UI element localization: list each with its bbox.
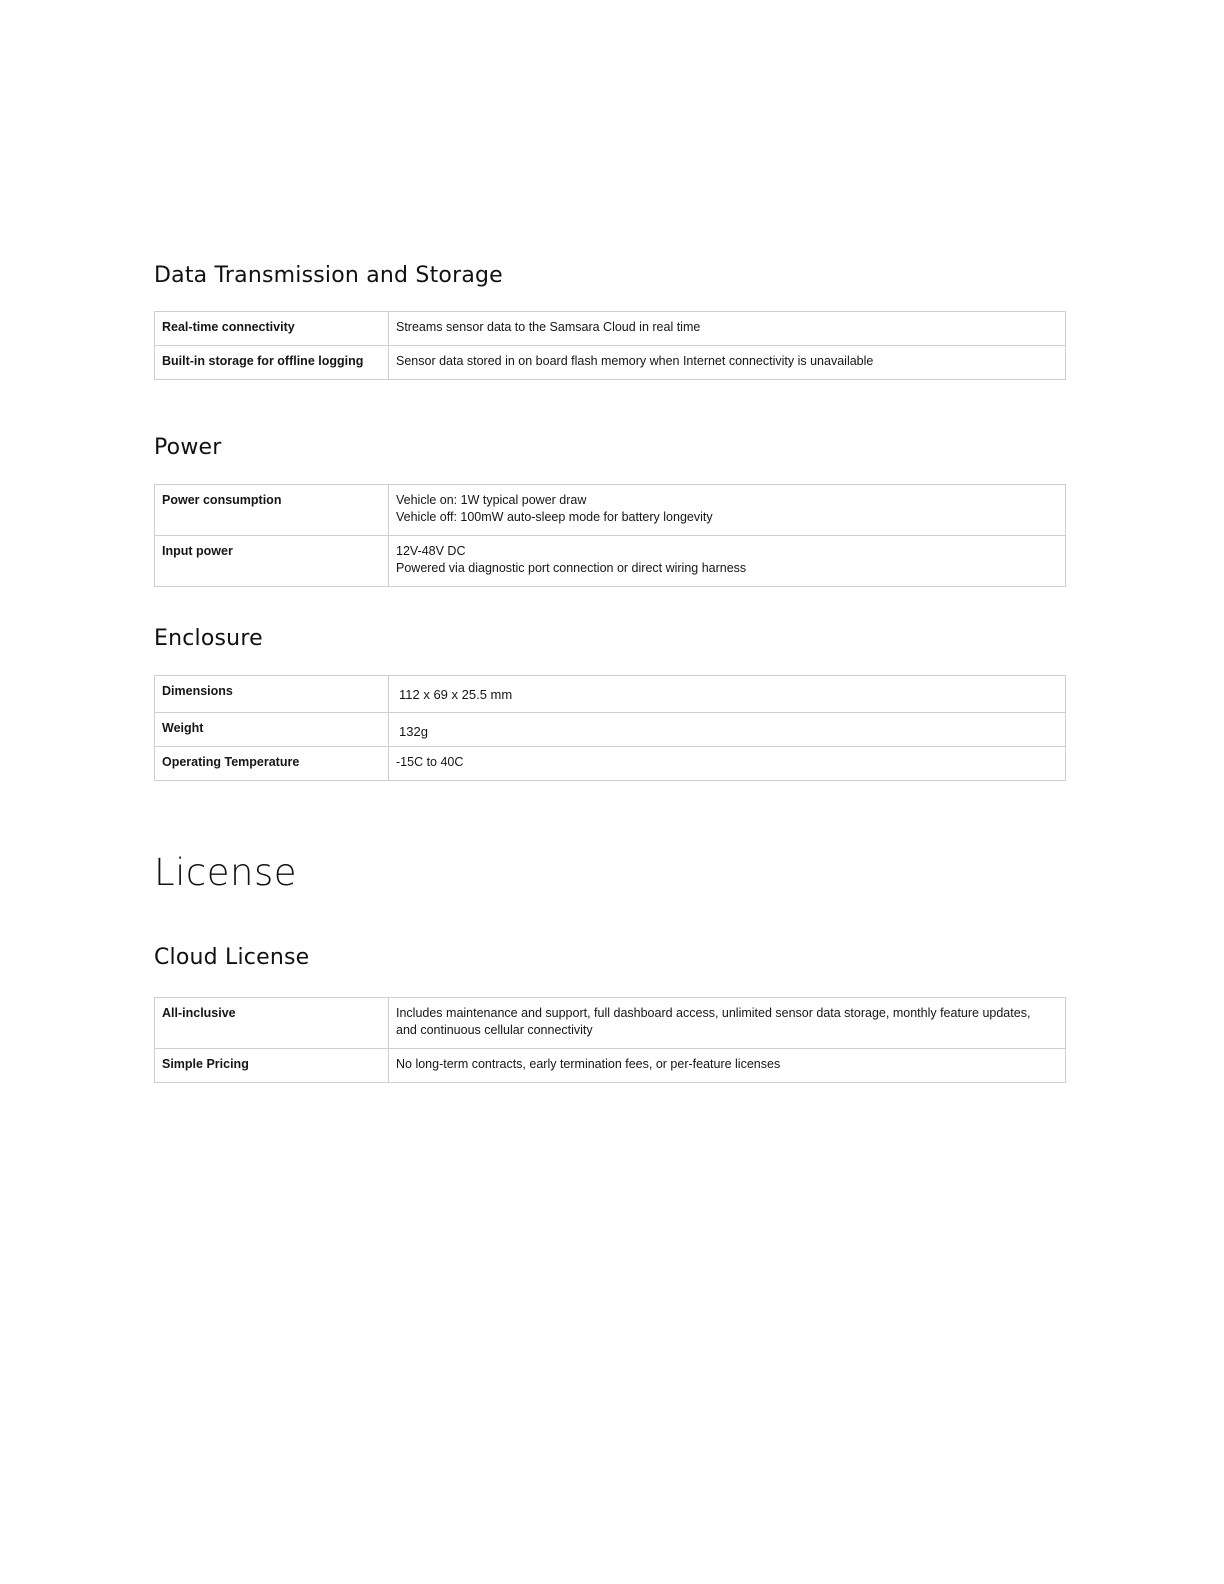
row-value-line: -15C to 40C <box>396 755 464 769</box>
table-row <box>155 312 1066 346</box>
row-value <box>389 676 1066 713</box>
row-value <box>389 998 1066 1049</box>
row-value <box>389 312 1066 346</box>
row-key: Weight <box>155 713 389 747</box>
table-row <box>155 676 1066 713</box>
row-value-line: and continuous cellular connectivity <box>396 1023 593 1037</box>
row-key: Input power <box>155 536 389 587</box>
data-transmission-table <box>154 311 1066 380</box>
row-value-line: No long-term contracts, early termination fees, or per-feature licenses <box>396 1057 781 1071</box>
row-value <box>389 485 1066 536</box>
table-row <box>155 713 1066 747</box>
row-key: Power consumption <box>155 485 389 536</box>
row-value-line: 112 x 69 x 25.5 mm <box>399 687 513 702</box>
row-key: All-inclusive <box>155 998 389 1049</box>
row-value-line: Vehicle on: 1W typical power draw <box>396 493 587 507</box>
table-row <box>155 998 1066 1049</box>
table-row <box>155 1049 1066 1083</box>
section-title-enclosure: Enclosure <box>154 626 263 651</box>
power-table <box>154 484 1066 587</box>
row-value <box>389 747 1066 781</box>
row-value <box>389 713 1066 747</box>
row-key: Operating Temperature <box>155 747 389 781</box>
enclosure-table <box>154 675 1066 781</box>
section-title-data-transmission: Data Transmission and Storage <box>154 263 503 288</box>
table-row <box>155 485 1066 536</box>
table-row <box>155 747 1066 781</box>
row-value-line: 132g <box>399 724 428 739</box>
row-value <box>389 1049 1066 1083</box>
cloud-license-table <box>154 997 1066 1083</box>
row-value-line: Streams sensor data to the Samsara Cloud in real time <box>396 320 701 334</box>
row-value-line: Powered via diagnostic port connection or direct wiring harness <box>396 561 747 575</box>
license-heading: License <box>154 851 297 894</box>
row-key: Built-in storage for offline logging <box>155 346 389 380</box>
table-row <box>155 536 1066 587</box>
section-title-cloud-license: Cloud License <box>154 945 310 970</box>
row-value-line: Sensor data stored in on board flash memory when Internet connectivity is unavailable <box>396 354 874 368</box>
row-value-line: Includes maintenance and support, full dashboard access, unlimited sensor data storage, monthly feature updates, <box>396 1006 1031 1020</box>
row-value-line: 12V-48V DC <box>396 544 466 558</box>
row-value <box>389 346 1066 380</box>
row-value <box>389 536 1066 587</box>
row-key: Real-time connectivity <box>155 312 389 346</box>
row-key: Dimensions <box>155 676 389 713</box>
row-key: Simple Pricing <box>155 1049 389 1083</box>
row-value-line: Vehicle off: 100mW auto-sleep mode for battery longevity <box>396 510 713 524</box>
table-row <box>155 346 1066 380</box>
section-title-power: Power <box>154 435 222 460</box>
